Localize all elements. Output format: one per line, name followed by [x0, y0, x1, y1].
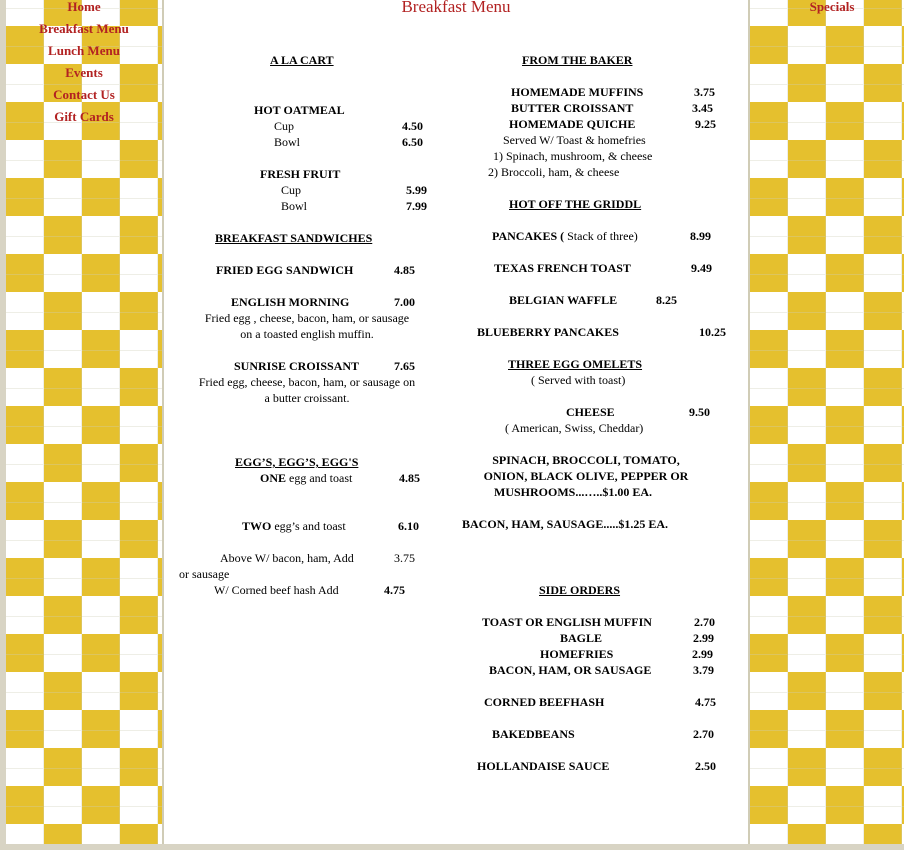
- nav-gift-cards-link[interactable]: Gift Cards: [54, 109, 114, 124]
- meat-addon-price: 3.75: [394, 551, 415, 565]
- cheese-omelet-name: CHEESE: [566, 405, 615, 419]
- fruit-bowl-label: Bowl: [281, 199, 308, 213]
- fruit-bowl-price: 7.99: [406, 199, 427, 213]
- fried-egg-sandwich-price: 4.85: [394, 263, 415, 277]
- cheese-omelet-price: 9.50: [689, 405, 710, 419]
- hot-oatmeal-name: HOT OATMEAL: [254, 103, 345, 117]
- english-morning-desc-2: on a toasted english muffin.: [240, 327, 374, 341]
- muffins-name: HOMEMADE MUFFINS: [511, 85, 644, 99]
- fruit-cup-price: 5.99: [406, 183, 427, 197]
- nav-specials-link[interactable]: Specials: [809, 0, 855, 14]
- belgian-waffle-price: 8.25: [656, 293, 677, 307]
- veggie-addons-line-1: SPINACH, BROCCOLI, TOMATO,: [492, 453, 680, 467]
- side-price: 2.70: [694, 615, 715, 629]
- side-name: BACON, HAM, OR SAUSAGE: [489, 663, 652, 677]
- two-egg-bold: TWO: [242, 519, 272, 533]
- fruit-cup-label: Cup: [281, 183, 302, 197]
- side-name: TOAST OR ENGLISH MUFFIN: [482, 615, 652, 629]
- pancakes-price: 8.99: [690, 229, 711, 243]
- two-egg-desc: egg’s and toast: [274, 519, 346, 533]
- right-divider: [748, 0, 750, 844]
- oatmeal-cup-label: Cup: [274, 119, 295, 133]
- oatmeal-cup-price: 4.50: [402, 119, 423, 133]
- quiche-served-note: Served W/ Toast & homefries: [503, 133, 646, 147]
- english-morning-desc-1: Fried egg , cheese, bacon, ham, or sausage: [204, 311, 410, 325]
- english-morning-name: ENGLISH MORNING: [231, 295, 350, 309]
- nav-breakfast-menu-link[interactable]: Breakfast Menu: [39, 21, 129, 36]
- fried-egg-sandwich-name: FRIED EGG SANDWICH: [216, 263, 354, 277]
- sunrise-croissant-name: SUNRISE CROISSANT: [234, 359, 360, 373]
- meat-addon-label-cont: or sausage: [179, 567, 230, 581]
- meat-addons: BACON, HAM, SAUSAGE.....$1.25 EA.: [462, 517, 669, 531]
- side-navigation: [6, 0, 162, 128]
- blueberry-pancakes-price: 10.25: [699, 325, 726, 339]
- menu-content: [164, 0, 748, 844]
- veggie-addons-line-2: ONION, BLACK OLIVE, PEPPER OR: [483, 469, 689, 483]
- side-price: 2.99: [693, 631, 714, 645]
- veggie-addons-line-3: MUSHROOMS...…..$1.00 EA.: [494, 485, 653, 499]
- sunrise-croissant-desc-2: a butter croissant.: [264, 391, 350, 405]
- sunrise-croissant-price: 7.65: [394, 359, 415, 373]
- nav-home-link[interactable]: Home: [67, 0, 101, 14]
- blueberry-pancakes-name: BLUEBERRY PANCAKES: [477, 325, 619, 339]
- two-egg-item: [242, 518, 346, 534]
- meat-addon-label: Above W/ bacon, ham, Add: [220, 551, 354, 565]
- side-name: HOMEFRIES: [540, 647, 614, 661]
- two-egg-price: 6.10: [398, 519, 419, 533]
- pancakes-item: [492, 228, 638, 244]
- side-name: CORNED BEEFHASH: [484, 695, 605, 709]
- three-egg-omelets-heading: THREE EGG OMELETS: [508, 357, 643, 371]
- quiche-price: 9.25: [695, 117, 716, 131]
- side-price: 4.75: [695, 695, 716, 709]
- page-title: Breakfast Menu: [401, 0, 511, 16]
- from-the-baker-heading: FROM THE BAKER: [522, 53, 633, 67]
- side-name: BAKEDBEANS: [492, 727, 575, 741]
- belgian-waffle-name: BELGIAN WAFFLE: [509, 293, 618, 307]
- right-checker-background: [750, 0, 904, 844]
- muffins-price: 3.75: [694, 85, 715, 99]
- quiche-name: HOMEMADE QUICHE: [509, 117, 636, 131]
- pancakes-note: Stack of three): [567, 229, 638, 243]
- omelets-served-note: ( Served with toast): [531, 373, 626, 387]
- griddle-heading: HOT OFF THE GRIDDL: [509, 197, 642, 211]
- one-egg-desc: egg and toast: [289, 471, 353, 485]
- corned-beef-addon-price: 4.75: [384, 583, 405, 597]
- breakfast-sandwiches-heading: BREAKFAST SANDWICHES: [215, 231, 373, 245]
- one-egg-price: 4.85: [399, 471, 420, 485]
- side-price: 2.70: [693, 727, 714, 741]
- nav-contact-us-link[interactable]: Contact Us: [53, 87, 115, 102]
- eggs-heading: EGG’S, EGG’S, EGG'S: [235, 455, 359, 469]
- side-name: HOLLANDAISE SAUCE: [477, 759, 610, 773]
- croissant-name: BUTTER CROISSANT: [511, 101, 634, 115]
- nav-lunch-menu-link[interactable]: Lunch Menu: [48, 43, 120, 58]
- one-egg-bold: ONE: [260, 471, 287, 485]
- one-egg-item: [260, 470, 352, 486]
- croissant-price: 3.45: [692, 101, 713, 115]
- side-price: 3.79: [693, 663, 714, 677]
- sunrise-croissant-desc-1: Fried egg, cheese, bacon, ham, or sausage on: [198, 375, 416, 389]
- side-name: BAGLE: [560, 631, 603, 645]
- quiche-option-2: 2) Broccoli, ham, & cheese: [488, 165, 620, 179]
- fresh-fruit-name: FRESH FRUIT: [260, 167, 341, 181]
- oatmeal-bowl-label: Bowl: [274, 135, 301, 149]
- side-price: 2.50: [695, 759, 716, 773]
- corned-beef-addon-label: W/ Corned beef hash Add: [214, 583, 339, 597]
- french-toast-name: TEXAS FRENCH TOAST: [494, 261, 631, 275]
- nav-events-link[interactable]: Events: [65, 65, 103, 80]
- french-toast-price: 9.49: [691, 261, 712, 275]
- cheese-omelet-note: ( American, Swiss, Cheddar): [505, 421, 644, 435]
- english-morning-price: 7.00: [394, 295, 415, 309]
- side-price: 2.99: [692, 647, 713, 661]
- pancakes-name: PANCAKES (: [492, 229, 565, 243]
- quiche-option-1: 1) Spinach, mushroom, & cheese: [493, 149, 653, 163]
- oatmeal-bowl-price: 6.50: [402, 135, 423, 149]
- a-la-cart-heading: A LA CART: [270, 53, 334, 67]
- side-orders-heading: SIDE ORDERS: [539, 583, 621, 597]
